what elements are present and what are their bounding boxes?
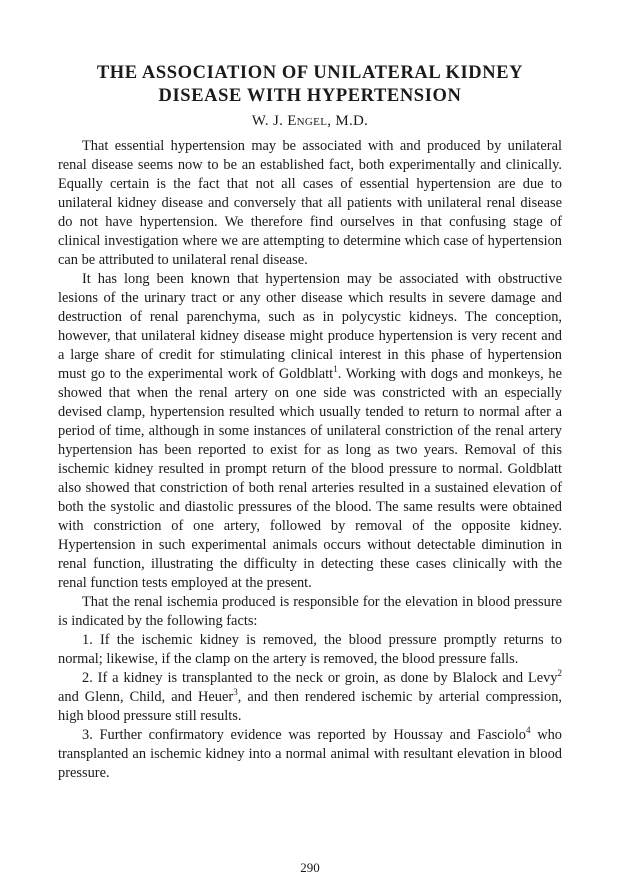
list-item-3 — [58, 726, 562, 783]
list-item-3-text-a: 3. Further confirmatory evidence was reported by Houssay and Fasciolo — [82, 727, 526, 743]
paragraph-3 — [58, 593, 562, 631]
article-body — [58, 137, 562, 783]
list-item-1 — [58, 631, 562, 669]
list-item-1-text: 1. If the ischemic kidney is removed, the blood pressure promptly returns to normal; likewise, if the clamp on the artery is removed, the blood pressure falls. — [58, 632, 562, 667]
paragraph-2 — [58, 270, 562, 593]
author-byline — [58, 112, 562, 131]
list-item-2 — [58, 669, 562, 726]
list-item-2-text-b: and Glenn, Child, and Heuer — [58, 689, 234, 705]
author-degree: , M.D. — [327, 113, 369, 129]
paragraph-3-text: That the renal ischemia produced is responsible for the elevation in blood pressure is indicated by the following facts: — [58, 594, 562, 629]
page-number: 290 — [300, 860, 320, 875]
paragraph-2-text-b: . Working with dogs and monkeys, he showed that when the renal artery on one side was constricted with an especially devised clamp, hypertension resulted which usually tended to return to normal after a period of time, although in some instances of unilateral constriction of the renal artery hypertension has been reported to exist for as long as two years. Removal of this ischemic kidney resulted in prompt return of the blood pressure to normal. Goldblatt also showed that constriction of both renal arteries resulted in a sustained elevation of both the systolic and diastolic pressures of the blood. The same results were obtained with constriction of one artery, followed by removal of the opposite kidney. Hypertension in such experimental animals occurs without detectable diminution in renal function, illustrating the difficulty in detecting these cases clinically with the renal function tests employed at the present. — [58, 366, 562, 591]
reference-4: 4 — [525, 725, 531, 736]
article-title — [58, 62, 562, 108]
list-item-3-text-b: who transplanted an ischemic kidney into a normal animal with resultant elevation in blood pressure. — [58, 727, 562, 781]
author-initials: W. J. — [251, 113, 288, 129]
reference-3: 3 — [233, 687, 238, 698]
reference-2: 2 — [557, 668, 562, 679]
reference-1: 1 — [333, 364, 338, 375]
list-item-2-text-a: 2. If a kidney is transplanted to the neck or groin, as done by Blalock and Levy — [82, 670, 558, 686]
author-surname: Engel — [287, 113, 328, 129]
paragraph-1 — [58, 137, 562, 270]
list-item-2-text-c: , and then rendered ischemic by arterial compression, high blood pressure still results. — [58, 689, 562, 724]
title-line-1: THE ASSOCIATION OF UNILATERAL KIDNEY — [96, 63, 524, 83]
title-line-2: DISEASE WITH HYPERTENSION — [158, 86, 462, 106]
paragraph-2-text-a: It has long been known that hypertension may be associated with obstructive lesions of the urinary tract or any other disease which results in severe damage and destruction of renal parenchyma, such as in polycystic kidneys. The conception, however, that unilateral kidney disease might produce hypertension is very recent and a large share of credit for stimulating clinical interest in this phase of hypertension must go to the experimental work of Goldblatt — [58, 271, 562, 382]
paragraph-1-text: That essential hypertension may be associated with and produced by unilateral renal disease seems now to be an established fact, both experimentally and clinically. Equally certain is the fact that not all cases of essential hypertension are due to unilateral kidney disease and conversely that all patients with unilateral renal disease do not have hypertension. We therefore find ourselves in that confusing stage of clinical investigation where we are attempting to determine which case of hypertension can be attributed to unilateral renal disease. — [58, 138, 562, 268]
